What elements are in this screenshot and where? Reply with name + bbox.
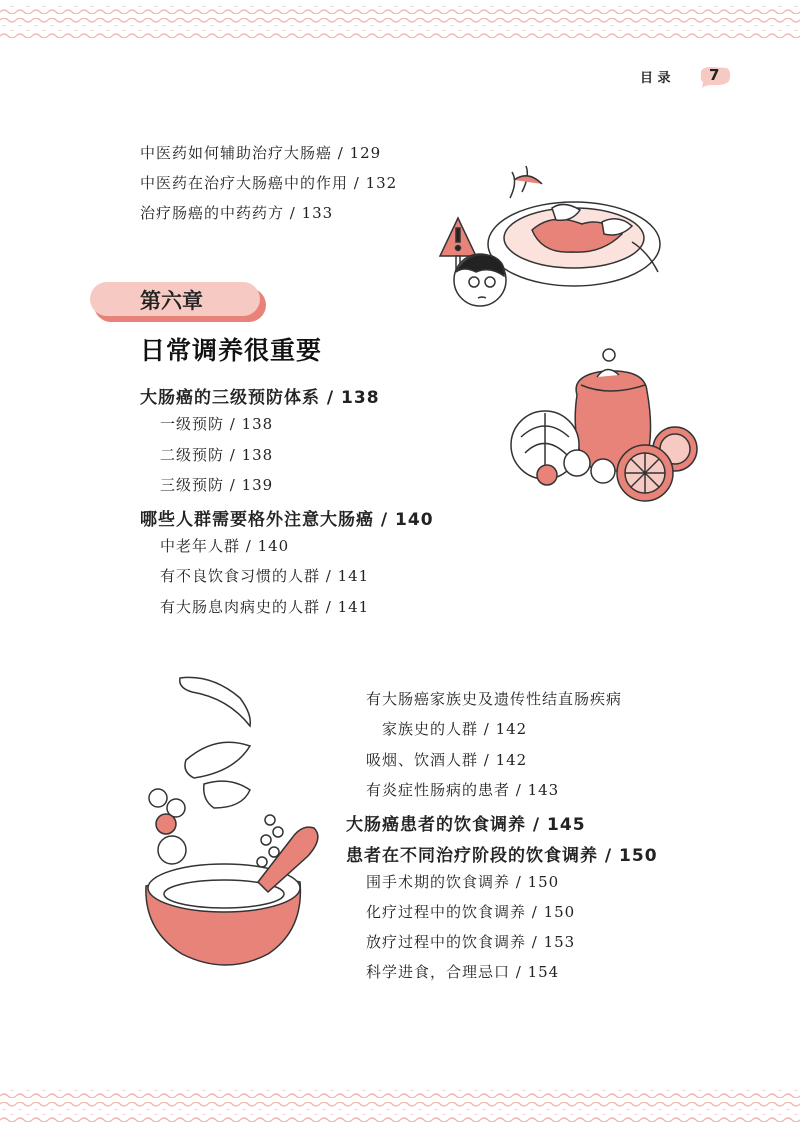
top-wave-border — [0, 0, 800, 50]
toc-section[interactable]: 大肠癌的三级预防体系 / 138 — [140, 388, 380, 408]
toc-section[interactable]: 大肠癌患者的饮食调养 / 145 — [346, 815, 586, 835]
toc-entry[interactable]: 中老年人群 / 140 — [160, 537, 290, 555]
bowl-illustration — [132, 668, 328, 970]
toc-entry[interactable]: 有不良饮食习惯的人群 / 141 — [160, 567, 370, 585]
hotpot-warning-illustration — [432, 162, 672, 312]
toc-entry[interactable]: 放疗过程中的饮食调养 / 153 — [366, 933, 576, 951]
toc-section[interactable]: 患者在不同治疗阶段的饮食调养 / 150 — [346, 846, 658, 866]
toc-entry[interactable]: 有大肠癌家族史及遗传性结直肠疾病 — [366, 690, 623, 708]
page-number: 7 — [709, 66, 720, 84]
toc-entry[interactable]: 中医药在治疗大肠癌中的作用 / 132 — [140, 174, 398, 192]
running-header: 目 录 — [640, 71, 671, 86]
toc-section[interactable]: 哪些人群需要格外注意大肠癌 / 140 — [140, 510, 434, 530]
chapter-title: 日常调养很重要 — [140, 336, 323, 365]
toc-entry[interactable]: 吸烟、饮酒人群 / 142 — [366, 751, 528, 769]
bottom-wave-border — [0, 1084, 800, 1129]
toc-entry[interactable]: 有大肠息肉病史的人群 / 141 — [160, 598, 370, 616]
toc-entry[interactable]: 科学进食，合理忌口 / 154 — [366, 963, 560, 981]
toc-entry[interactable]: 中医药如何辅助治疗大肠癌 / 129 — [140, 144, 382, 162]
toc-entry[interactable]: 有炎症性肠病的患者 / 143 — [366, 781, 560, 799]
toc-entry[interactable]: 一级预防 / 138 — [160, 415, 274, 433]
toc-entry[interactable]: 三级预防 / 139 — [160, 476, 274, 494]
toc-entry[interactable]: 围手术期的饮食调养 / 150 — [366, 873, 560, 891]
toc-entry[interactable]: 化疗过程中的饮食调养 / 150 — [366, 903, 576, 921]
toc-entry[interactable]: 治疗肠癌的中药药方 / 133 — [140, 204, 334, 222]
toc-entry-continuation[interactable]: 家族史的人群 / 142 — [382, 720, 528, 738]
chapter-label: 第六章 — [140, 289, 203, 313]
toc-entry[interactable]: 二级预防 / 138 — [160, 446, 274, 464]
vegetables-illustration — [505, 345, 705, 505]
